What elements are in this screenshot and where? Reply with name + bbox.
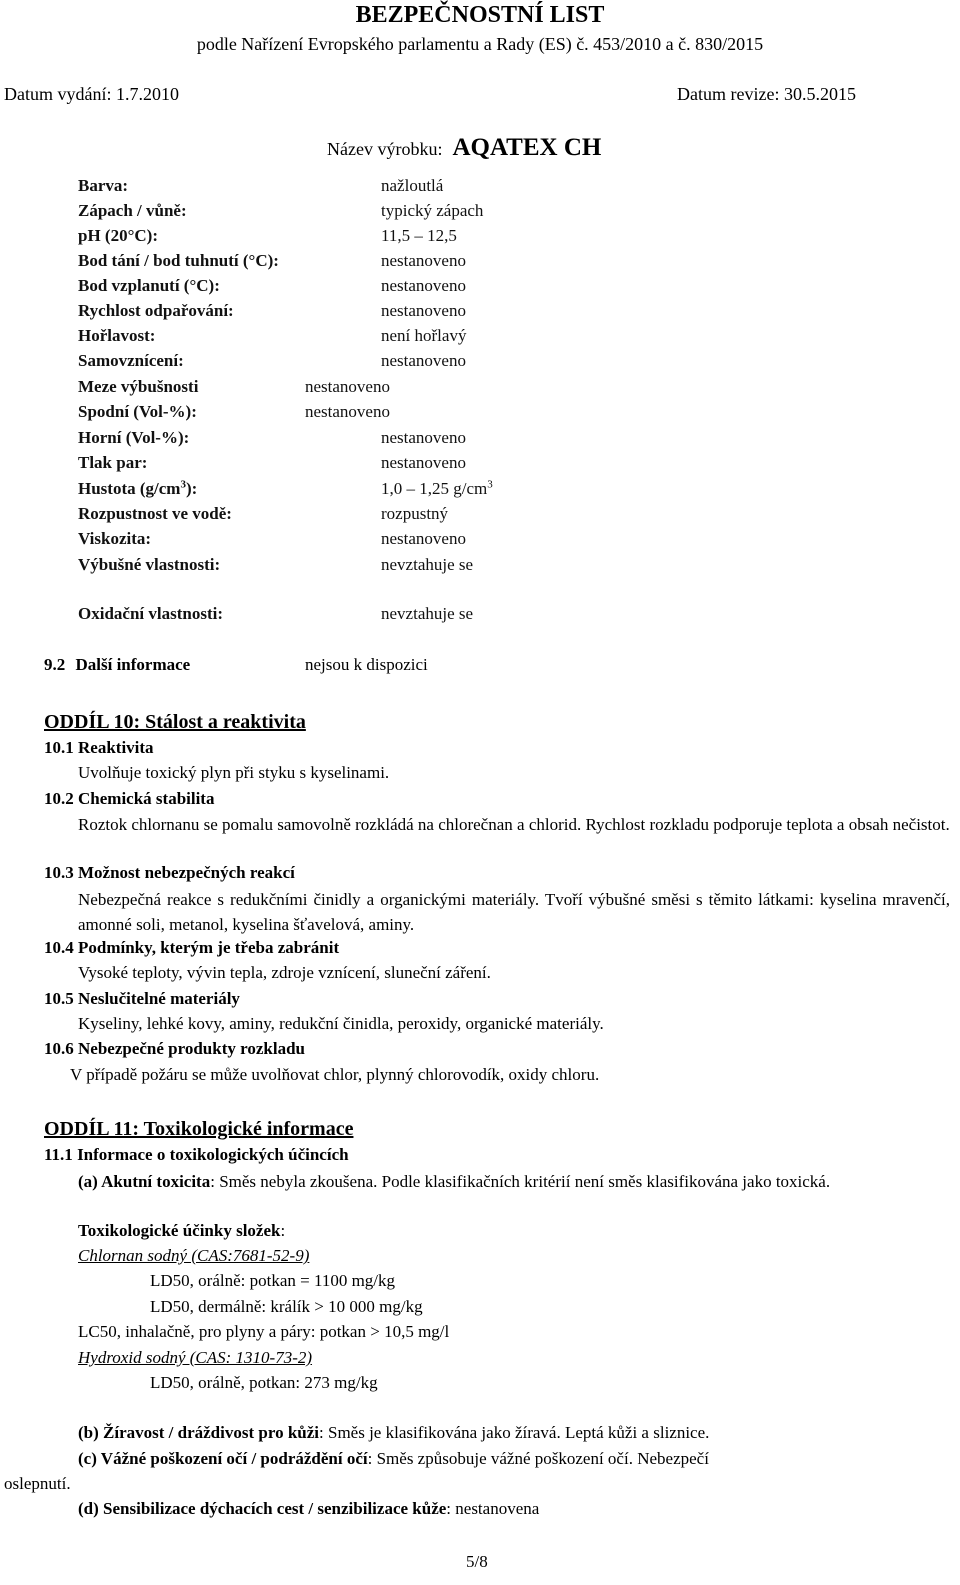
property-value: nestanoveno xyxy=(381,453,466,472)
subsection-10-3-title: 10.3 Možnost nebezpečných reakcí xyxy=(44,863,295,882)
property-value: 11,5 – 12,5 xyxy=(381,226,457,245)
property-value: typický zápach xyxy=(381,201,484,220)
product-name: AQATEX CH xyxy=(452,134,602,161)
property-label: Výbušné vlastnosti: xyxy=(78,555,221,574)
property-label: Oxidační vlastnosti: xyxy=(78,604,223,623)
section-11-heading: ODDÍL 11: Toxikologické informace xyxy=(44,1118,354,1140)
property-label: Rychlost odpařování: xyxy=(78,301,234,320)
property-value: nestanoveno xyxy=(381,251,466,270)
property-label: Bod tání / bod tuhnutí (°C): xyxy=(78,251,279,270)
page-number: 5/8 xyxy=(466,1552,488,1571)
property-label: pH (20°C): xyxy=(78,226,158,245)
component-name: Chlornan sodný (CAS:7681-52-9) xyxy=(78,1246,310,1265)
product-name-line xyxy=(327,134,601,162)
property-label: Bod vzplanutí (°C): xyxy=(78,276,220,295)
property-label: Horní (Vol-%): xyxy=(78,428,190,447)
document-title: BEZPEČNOSTNÍ LIST xyxy=(355,2,605,28)
property-value: nevztahuje se xyxy=(381,555,474,574)
property-value: nestanoveno xyxy=(381,351,466,370)
product-name-label: Název výrobku: xyxy=(327,139,443,159)
acute-toxicity-label: (a) Akutní toxicita xyxy=(78,1172,211,1191)
subsection-9-2 xyxy=(44,655,190,675)
property-value: nažloutlá xyxy=(381,176,444,195)
eye-damage-continuation: oslepnutí. xyxy=(4,1474,71,1493)
property-label: Barva: xyxy=(78,176,129,195)
revision-date: Datum revize: 30.5.2015 xyxy=(677,84,856,104)
property-label: Samovznícení: xyxy=(78,351,184,370)
subsection-10-1-title: 10.1 Reaktivita xyxy=(44,738,154,757)
sensitisation-line: (d) Sensibilizace dýchacích cest / senzibilizace kůže: nestanovena xyxy=(78,1499,540,1518)
property-label: Viskozita: xyxy=(78,529,152,548)
property-value: rozpustný xyxy=(381,504,449,523)
subsection-10-5-text: Kyseliny, lehké kovy, aminy, redukční činidla, peroxidy, organické materiály. xyxy=(78,1014,604,1033)
document-subtitle: podle Nařízení Evropského parlamentu a Rady (ES) č. 453/2010 a č. 830/2015 xyxy=(196,34,764,54)
property-value: 1,0 – 1,25 $g/cm^3$ xyxy=(381,478,493,498)
subsection-10-2-text: Roztok chlornanu se pomalu samovolně rozkládá na chlorečnan a chlorid. Rychlost rozkladu podporuje teplota a obsah nečistot. xyxy=(78,815,950,834)
toxicity-value: LC50, inhalačně, pro plyny a páry: potkan > 10,5 mg/l xyxy=(78,1322,450,1341)
property-value: nestanoveno xyxy=(305,377,390,396)
subsection-10-2-title: 10.2 Chemická stabilita xyxy=(44,789,215,808)
toxicity-value: LD50, dermálně: králík > 10 000 mg/kg xyxy=(150,1297,423,1316)
property-label: Rozpustnost ve vodě: xyxy=(78,504,232,523)
property-value: nestanoveno xyxy=(381,301,466,320)
subsection-10-6-text: V případě požáru se může uvolňovat chlor, plynný chlorovodík, oxidy chloru. xyxy=(70,1065,600,1084)
subsection-10-6-title: 10.6 Nebezpečné produkty rozkladu xyxy=(44,1039,306,1058)
subsection-title: Další informace xyxy=(75,655,191,674)
subsection-number: 9.2 xyxy=(44,655,66,674)
property-value: nevztahuje se xyxy=(381,604,474,623)
property-value: nestanoveno xyxy=(305,402,390,421)
property-label: Meze výbušnosti xyxy=(78,377,199,396)
toxicity-value: LD50, orálně, potkan: 273 mg/kg xyxy=(150,1373,378,1392)
property-label: Zápach / vůně: xyxy=(78,201,187,220)
skin-corrosion-line: (b) Žíravost / dráždivost pro kůži: Směs je klasifikována jako žíravá. Leptá kůži a sliznice. xyxy=(78,1423,710,1442)
component-name: Hydroxid sodný (CAS: 1310-73-2) xyxy=(78,1348,313,1367)
subsection-10-4-text: Vysoké teploty, vývin tepla, zdroje vznícení, sluneční záření. xyxy=(78,963,491,982)
acute-toxicity-text: : Směs nebyla zkoušena. Podle klasifikačních kritérií není směs klasifikována jako toxická. xyxy=(210,1172,831,1191)
toxicity-value: LD50, orálně: potkan = 1100 mg/kg xyxy=(150,1271,396,1290)
property-value: není hořlavý xyxy=(381,326,467,345)
eye-damage-line: (c) Vážné poškození očí / podráždění očí: Směs způsobuje vážné poškození očí. Nebezpečí xyxy=(78,1449,709,1468)
property-label: Tlak par: xyxy=(78,453,148,472)
acute-toxicity-paragraph xyxy=(78,1169,948,1195)
property-value: nestanoveno xyxy=(381,529,466,548)
property-label: Hustota $(g/cm^3)$: xyxy=(78,478,198,498)
subsection-10-1-text: Uvolňuje toxický plyn při styku s kyselinami. xyxy=(78,763,390,782)
property-value: nestanoveno xyxy=(381,276,466,295)
property-label: Spodní (Vol-%): xyxy=(78,402,197,421)
subsection-10-4-title: 10.4 Podmínky, kterým je třeba zabránit xyxy=(44,938,340,957)
subsection-11-1-title: 11.1 Informace o toxikologických účincích xyxy=(44,1145,349,1164)
subsection-10-3-text: Nebezpečná reakce s redukčními činidly a organickými materiály. Tvoří výbušné směsi s těmito látkami: kyselina mravenčí, amonné soli, metanol, kyselina šťavelová, aminy. xyxy=(78,890,950,934)
component-effects-heading: Toxikologické účinky složek: xyxy=(78,1221,286,1240)
subsection-9-2-value: nejsou k dispozici xyxy=(305,655,428,674)
issue-date: Datum vydání: 1.7.2010 xyxy=(4,84,179,104)
subsection-10-5-title: 10.5 Neslučitelné materiály xyxy=(44,989,240,1008)
property-value: nestanoveno xyxy=(381,428,466,447)
property-label: Hořlavost: xyxy=(78,326,156,345)
section-10-heading: ODDÍL 10: Stálost a reaktivita xyxy=(44,711,306,733)
